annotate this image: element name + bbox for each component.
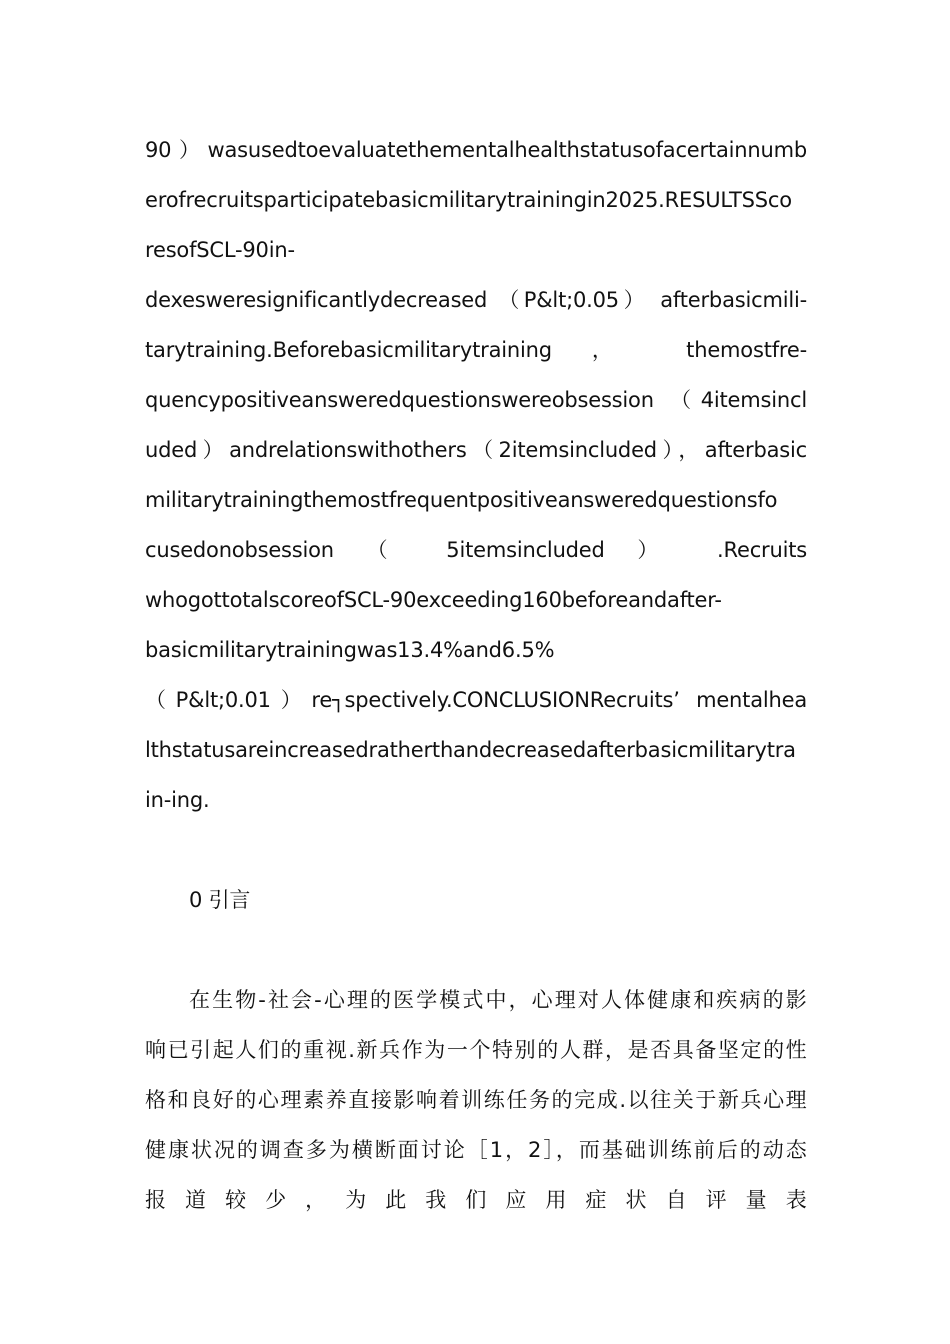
abstract-line: 90）wasusedtoevaluatethementalhealthstatusofacertainnumb <box>145 138 807 162</box>
spacer <box>145 925 807 975</box>
abstract-line: in-ing. <box>145 788 210 812</box>
body-line: 格和良好的心理素养直接影响着训练任务的完成.以往关于新兵心理 <box>145 1088 807 1112</box>
section-heading: 0 引言 <box>189 888 251 912</box>
abstract-line: uded）andrelationswithothers（2itemsincluded），afterbasic <box>145 438 807 462</box>
document-page <box>145 125 807 1225</box>
abstract-line: militarytrainingthemostfrequentpositiveansweredquestionsfo <box>145 488 778 512</box>
abstract-line: dexesweresignificantlydecreased （P&lt;0.05） afterbasicmili- <box>145 288 807 312</box>
body-line: 报 道 较 少 ， 为 此 我 们 应 用 症 状 自 评 量 表 <box>145 1188 807 1212</box>
body-line: 健康状况的调查多为横断面讨论［1，2］，而基础训练前后的动态 <box>145 1138 807 1162</box>
abstract-line: lthstatusareincreasedratherthandecreasedafterbasicmilitarytra <box>145 738 796 762</box>
spacer <box>145 825 807 875</box>
abstract-line: resofSCL-90in- <box>145 238 295 262</box>
abstract-line: erofrecruitsparticipatebasicmilitarytrainingin2025.RESULTSSco <box>145 188 792 212</box>
abstract-line: basicmilitarytrainingwas13.4%and6.5% <box>145 638 555 662</box>
abstract-line: tarytraining.Beforebasicmilitarytraining ， themostfre- <box>145 338 807 362</box>
abstract-line: cusedonobsession （ 5itemsincluded ） .Recruits <box>145 538 807 562</box>
body-paragraph <box>145 975 807 1225</box>
abstract-line: （P&lt;0.01）re┐spectively.CONCLUSIONRecruits’ mentalhea <box>145 688 807 712</box>
abstract-block <box>145 125 807 825</box>
abstract-line: whogottotalscoreofSCL-90exceeding160beforeandafter- <box>145 588 722 612</box>
body-line: 在生物-社会-心理的医学模式中，心理对人体健康和疾病的影 <box>189 988 807 1012</box>
abstract-line: quencypositiveansweredquestionswereobsession （4itemsincl <box>145 388 807 412</box>
body-line: 响已引起人们的重视.新兵作为一个特别的人群，是否具备坚定的性 <box>145 1038 807 1062</box>
